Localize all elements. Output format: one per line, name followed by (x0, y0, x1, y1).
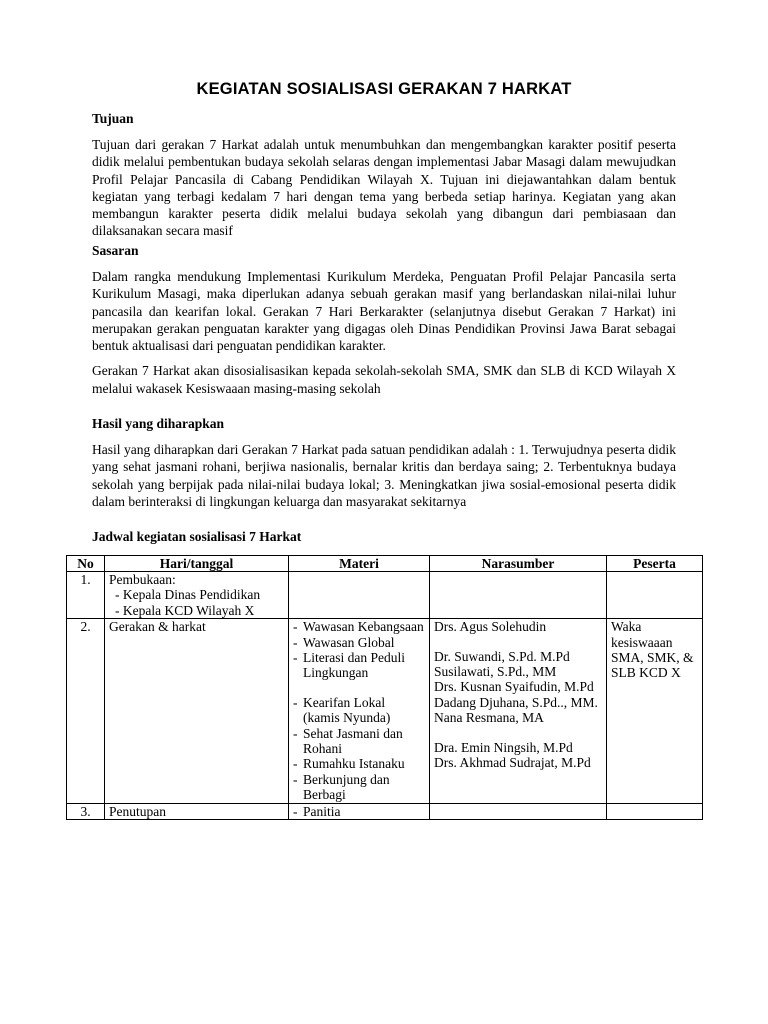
narasumber-item: Drs. Kusnan Syaifudin, M.Pd (434, 679, 594, 695)
section-jadwal (92, 529, 676, 545)
row-materi (289, 619, 430, 803)
column-header-no: No (67, 556, 105, 572)
section-tujuan (92, 110, 676, 240)
materi-item: - Sehat Jasmani dan Rohani (293, 725, 403, 757)
hari-item: - Kepala KCD Wilayah X (115, 602, 255, 618)
hasil-heading: Hasil yang diharapkan (92, 416, 225, 431)
column-header-hari: Hari/tanggal (105, 556, 289, 572)
tujuan-text: Tujuan dari gerakan 7 Harkat adalah untuk menumbuhkan dan mengembangkan karakter positif peserta didik melalui pembentukan budaya sekolah selaras dengan implementasi Jabar Masagi dalam mewujudkan Profil Pelajar Pancasila di Cabang Pendidikan Wilayah X. Tujuan ini diejawantahkan dalam bentuk kegiatan yang terbagi kedalam 7 hari dengan tema yang berbeda setiap harinya. Kegiatan yang akan membangun karakter peserta didik melalui budaya sekolah yang dibangun dari pembiasaan dan dilaksanakan secara masif (92, 137, 676, 239)
row-peserta (607, 803, 703, 819)
narasumber-item: Drs. Akhmad Sudrajat, M.Pd (434, 755, 591, 771)
materi-item: - Kearifan Lokal (kamis Nyunda) (293, 694, 391, 726)
materi-item: - Rumahku Istanaku (293, 756, 405, 772)
table-row (67, 803, 703, 819)
narasumber-item: Drs. Agus Solehudin (434, 619, 547, 635)
section-hasil (92, 415, 676, 510)
narasumber-item: Dra. Emin Ningsih, M.Pd (434, 739, 573, 755)
materi-item: - Panitia (293, 803, 341, 819)
row-narasumber (430, 572, 607, 619)
sasaran-heading: Sasaran (92, 243, 139, 258)
table-row (67, 619, 703, 803)
narasumber-item: Dadang Djuhana, S.Pd.., MM. (434, 694, 598, 710)
row-materi (289, 572, 430, 619)
peserta-text: Waka kesiswaaan SMA, SMK, & SLB KCD X (611, 619, 694, 681)
hari-label: Pembukaan: (109, 572, 176, 587)
schedule-table (66, 555, 703, 820)
materi-item: - Wawasan Global (293, 634, 395, 650)
row-number: 1. (67, 572, 105, 619)
table-header-row (67, 556, 703, 572)
row-number: 3. (67, 803, 105, 819)
row-narasumber (430, 803, 607, 819)
jadwal-heading: Jadwal kegiatan sosialisasi 7 Harkat (92, 529, 302, 544)
hari-label: Gerakan & harkat (109, 619, 206, 635)
column-header-materi: Materi (289, 556, 430, 572)
sasaran-text-2: Gerakan 7 Harkat akan disosialisasikan kepada sekolah-sekolah SMA, SMK dan SLB di KCD Wilayah X melalui wakasek Kesiswaaan masing-masing sekolah (92, 363, 676, 396)
tujuan-heading: Tujuan (92, 111, 134, 126)
table-row (67, 572, 703, 619)
column-header-peserta: Peserta (607, 556, 703, 572)
hari-label: Penutupan (109, 803, 166, 819)
row-number: 2. (67, 619, 105, 803)
row-narasumber (430, 619, 607, 803)
row-hari (105, 619, 289, 803)
materi-item: - Wawasan Kebangsaan (293, 619, 424, 635)
row-hari (105, 572, 289, 619)
column-header-narasumber: Narasumber (430, 556, 607, 572)
row-materi (289, 803, 430, 819)
materi-item: - Literasi dan Peduli Lingkungan (293, 650, 405, 681)
hari-item: - Kepala Dinas Pendidikan (115, 587, 261, 603)
materi-item: - Berkunjung dan Berbagi (293, 771, 390, 803)
row-peserta (607, 572, 703, 619)
document-title: KEGIATAN SOSIALISASI GERAKAN 7 HARKAT (196, 80, 572, 98)
row-hari (105, 803, 289, 819)
row-peserta (607, 619, 703, 803)
narasumber-item: Nana Resmana, MA (434, 710, 544, 726)
section-sasaran (92, 242, 676, 397)
sasaran-text-1: Dalam rangka mendukung Implementasi Kurikulum Merdeka, Penguatan Profil Pelajar Pancasila serta Kurikulum Masagi, maka diperlukan adanya sebuah gerakan masif yang berlandaskan nilai-nilai luhur pancasila dan kearifan lokal. Gerakan 7 Hari Berkarakter (selanjutnya disebut Gerakan 7 Harkat) ini merupakan gerakan penguatan karakter yang digagas oleh Dinas Pendidikan Provinsi Jawa Barat sebagai bentuk aktualisasi dari penguatan pendidikan karakter. (92, 269, 676, 354)
narasumber-item: Susilawati, S.Pd., MM (434, 664, 557, 680)
hasil-text: Hasil yang diharapkan dari Gerakan 7 Harkat pada satuan pendidikan adalah : 1. Terwujudnya peserta didik yang sehat jasmani rohani, berjiwa nasionalis, bernalar kritis dan berdaya saing; 2. Terbentuknya budaya sekolah yang berpijak pada nilai-nilai budaya lokal; 3. Meningkatkan jiwa sosial-emosional peserta didik dalam berinteraksi di lingkungan keluarga dan masyarakat sekitarnya (92, 442, 676, 509)
narasumber-item: Dr. Suwandi, S.Pd. M.Pd (434, 648, 570, 664)
